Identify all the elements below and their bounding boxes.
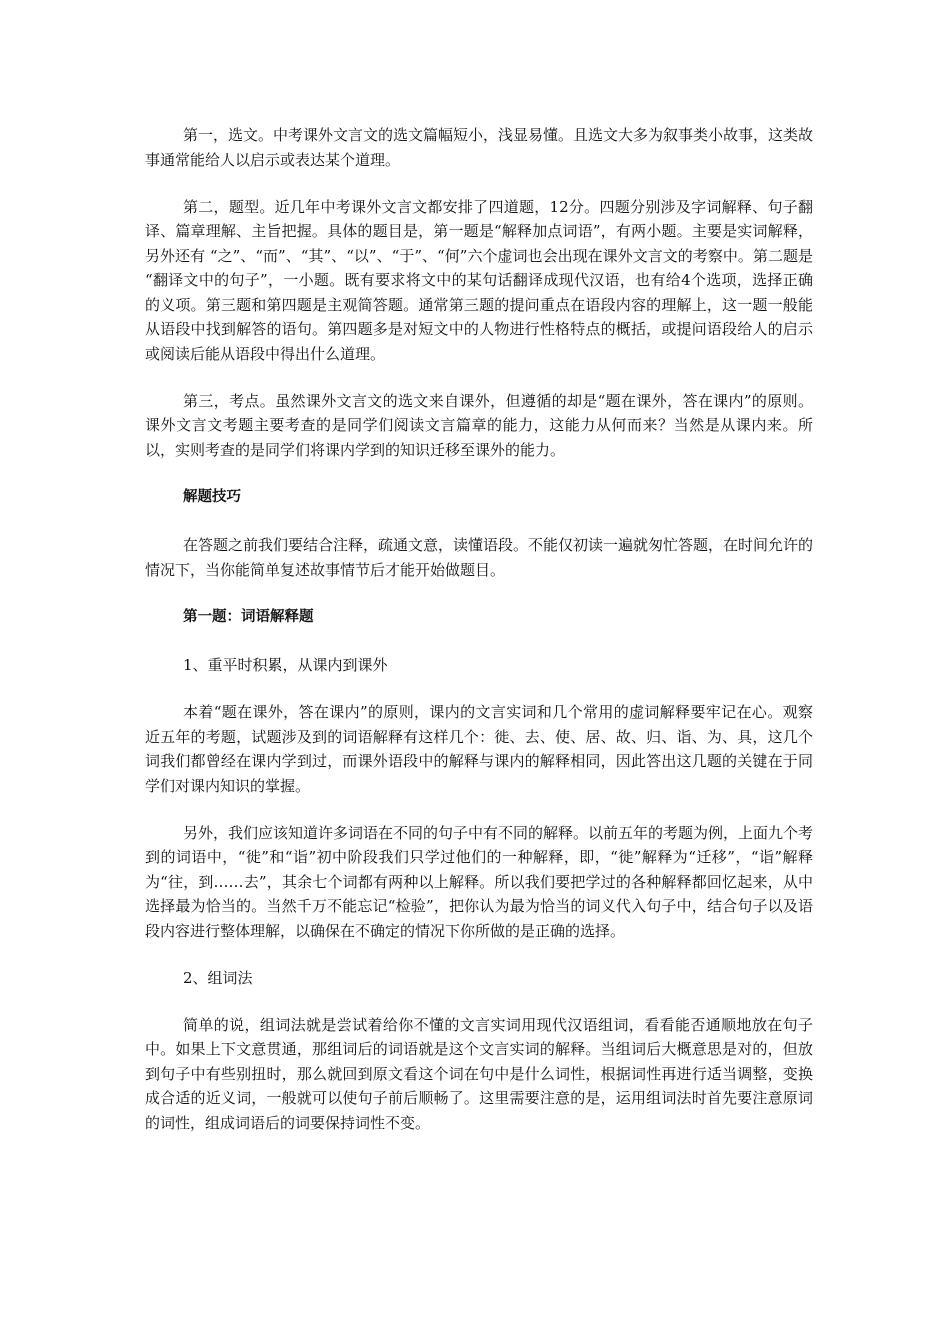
paragraph-before-answering: 在答题之前我们要结合注释，疏通文意，读懂语段。不能仅初读一遍就匆忙答题，在时间允许的情况下，当你能简单复述故事情节后才能开始做题目。 [145,536,814,579]
paragraph-principle: 本着“题在课外，答在课内”的原则，课内的文言实词和几个常用的虚词解释要牢记在心。观察近五年的考题，试题涉及到的词语解释有这样几个：徙、去、使、居、故、归、诣、为、具，这几个词我们都曾经在课内学到过，而课外语段中的解释与课内的解释相同，因此答出这几题的关键在于同学们对课内知识的掌握。 [145,703,813,795]
paragraph-word-formation: 简单的说，组词法就是尝试着给你不懂的文言实词用现代汉语组词，看看能否通顺地放在句子中。如果上下文意贯通，那组词后的词语就是这个文言实词的解释。当组词后大概意思是对的，但放到句子中有些别扭时，那么就回到原文看这个词在句中是什么词性，根据词性再进行适当调整，变换成合适的近义词，一般就可以使句子前后顺畅了。这里需要注意的是，运用组词法时首先要注意原词的词性，组成词语后的词要保持词性不变。 [145,1015,813,1132]
paragraph-test-points: 第三，考点。虽然课外文言文的选文来自课外，但遵循的却是“题在课外，答在课内”的原则。课外文言文考题主要考查的是同学们阅读文言篇章的能力，这能力从何而来？当然是从课内来。所以，实则考查的是同学们将课内学到的知识迁移至课外的能力。 [145,391,813,459]
paragraph-question-types: 第二，题型。近几年中考课外文言文都安排了四道题，12分。四题分别涉及字词解释、句子翻译、篇章理解、主旨把握。具体的题目是，第一题是“解释加点词语”，有两小题。主要是实词解释，另外还有 “之”、“而”、“其”、“以”、“于”、“何”六个虚词也会出现在课外文言文的考察中。第二题是 “翻译文中的句子”，一小题。既有要求将文中的某句话翻译成现代汉语，也有给4个选项，选择正确的义项。第三题和第四题是主观简答题。通常第三题的提问重点在语段内容的理解上，这一题一般能从语段中找到解答的语句。第四题多是对短文中的人物进行性格特点的概括，或提问语段给人的启示或阅读后能从语段中得出什么道理。 [145,197,813,363]
paragraph-selection: 第一，选文。中考课外文言文的选文篇幅短小，浅显易懂。且选文大多为叙事类小故事，这类故事通常能给人以启示或表达某个道理。 [145,126,814,169]
heading-techniques: 解题技巧 [183,488,241,505]
subheading-accumulation: 1、重平时积累，从课内到课外 [183,656,388,674]
document-body [145,123,813,1158]
paragraph-multiple-meanings: 另外，我们应该知道许多词语在不同的句子中有不同的解释。以前五年的考题为例，上面九个考到的词语中，“徙”和“诣”初中阶段我们只学过他们的一种解释，即，“徙”解释为“迁移”，“诣”解释为“往，到……去”，其余七个词都有两种以上解释。所以我们要把学过的各种解释都回忆起来，从中选择最为恰当的。当然千万不能忘记“检验”，把你认为最为恰当的词义代入句子中，结合句子以及语段内容进行整体理解，以确保在不确定的情况下你所做的是正确的选择。 [145,823,814,940]
subheading-word-formation: 2、组词法 [183,968,253,987]
heading-question-one: 第一题：词语解释题 [183,608,314,625]
